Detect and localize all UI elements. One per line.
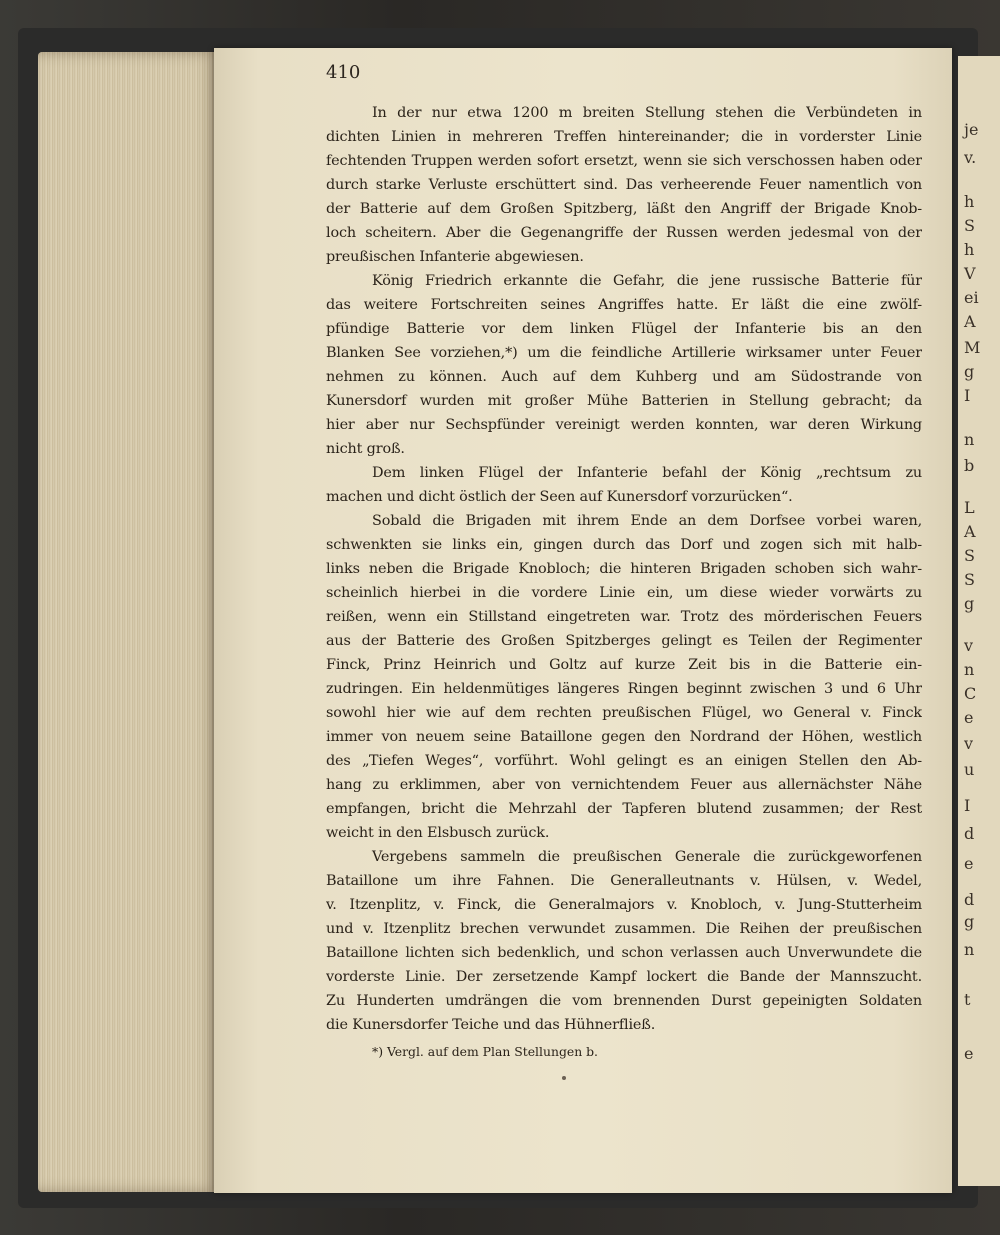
next-page-fragment: n <box>964 430 975 449</box>
text-line: Bataillone lichten sich bedenklich, und schon verlassen auch Unverwundete die <box>326 945 922 961</box>
next-page-fragment: I <box>964 386 971 405</box>
next-page-fragment: n <box>964 660 975 679</box>
text-line: machen und dicht östlich der Seen auf Kunersdorf vorzurücken“. <box>326 489 793 505</box>
text-line: dichten Linien in mehreren Treffen hintereinander; die in vorderster Linie <box>326 129 922 145</box>
text-line: des „Tiefen Weges“, vorführt. Wohl gelingt es an einigen Stellen den Ab- <box>326 753 922 769</box>
next-page-fragment: g <box>964 594 975 613</box>
text-line: Finck, Prinz Heinrich und Goltz auf kurze Zeit bis in die Batterie ein- <box>326 657 922 673</box>
text-line: hier aber nur Sechspfünder vereinigt werden konnten, war deren Wirkung <box>326 417 922 433</box>
text-line: sowohl hier wie auf dem rechten preußischen Flügel, wo General v. Finck <box>326 705 922 721</box>
next-page-fragment: M <box>964 338 981 357</box>
next-page-fragment: g <box>964 912 975 931</box>
next-page-fragment: v <box>964 734 974 753</box>
page-number: 410 <box>326 62 361 83</box>
next-page-fragment: L <box>964 498 975 517</box>
next-page-fragment: S <box>964 546 975 565</box>
ink-speck <box>562 1076 566 1080</box>
next-page-fragment: g <box>964 362 975 381</box>
next-page-fragment: e <box>964 1044 974 1063</box>
next-page-fragment: A <box>964 522 976 541</box>
next-page-fragment: n <box>964 940 975 959</box>
next-page-fragment: v. <box>964 148 977 167</box>
text-line: vorderste Linie. Der zersetzende Kampf lockert die Bande der Mannszucht. <box>326 969 922 985</box>
next-page-fragment: h <box>964 240 975 259</box>
text-line: Dem linken Flügel der Infanterie befahl der König „rechtsum zu <box>372 465 922 481</box>
next-page-fragment: d <box>964 824 975 843</box>
next-page-fragment: je <box>964 120 979 139</box>
text-line: der Batterie auf dem Großen Spitzberg, läßt den Angriff der Brigade Knob- <box>326 201 922 217</box>
text-line: In der nur etwa 1200 m breiten Stellung stehen die Verbündeten in <box>372 105 922 121</box>
text-line: Vergebens sammeln die preußischen Generale die zurückgeworfenen <box>372 849 922 865</box>
text-line: aus der Batterie des Großen Spitzberges gelingt es Teilen der Regimenter <box>326 633 922 649</box>
page-edges <box>38 52 218 1192</box>
body-text <box>326 101 922 1037</box>
next-page-fragment: I <box>964 796 971 815</box>
text-line: Kunersdorf wurden mit großer Mühe Batterien in Stellung gebracht; da <box>326 393 922 409</box>
next-page-fragment: V <box>964 264 976 283</box>
next-page-fragment: t <box>964 990 971 1009</box>
text-line: reißen, wenn ein Stillstand eingetreten war. Trotz des mörderischen Feuers <box>326 609 922 625</box>
text-line: Sobald die Brigaden mit ihrem Ende an dem Dorfsee vorbei waren, <box>372 513 922 529</box>
text-line: Zu Hunderten umdrängen die vom brennenden Durst gepeinigten Soldaten <box>326 993 922 1009</box>
next-page-fragment: S <box>964 570 975 589</box>
text-line: durch starke Verluste erschüttert sind. Das verheerende Feuer namentlich von <box>326 177 922 193</box>
next-page-fragment: h <box>964 192 975 211</box>
text-line: links neben die Brigade Knobloch; die hinteren Brigaden schoben sich wahr- <box>326 561 922 577</box>
text-line: v. Itzenplitz, v. Finck, die Generalmajors v. Knobloch, v. Jung-Stutterheim <box>326 897 922 913</box>
next-page-fragment: u <box>964 760 975 779</box>
text-line: Bataillone um ihre Fahnen. Die Generalleutnants v. Hülsen, v. Wedel, <box>326 873 922 889</box>
next-page-fragment: ei <box>964 288 979 307</box>
text-line: und v. Itzenplitz brechen verwundet zusammen. Die Reihen der preußischen <box>326 921 922 937</box>
next-page-fragment: d <box>964 890 975 909</box>
text-line: preußischen Infanterie abgewiesen. <box>326 249 584 265</box>
text-line: schwenkten sie links ein, gingen durch das Dorf und zogen sich mit halb- <box>326 537 922 553</box>
next-page-edge <box>958 56 1000 1186</box>
next-page-fragment: S <box>964 216 975 235</box>
text-line: weicht in den Elsbusch zurück. <box>326 825 550 841</box>
text-line: scheinlich hierbei in die vordere Linie ein, um diese wieder vorwärts zu <box>326 585 922 601</box>
next-page-fragment: v <box>964 636 974 655</box>
text-line: immer von neuem seine Bataillone gegen den Nordrand der Höhen, westlich <box>326 729 922 745</box>
text-line: fechtenden Truppen werden sofort ersetzt, wenn sie sich verschossen haben oder <box>326 153 922 169</box>
text-line: das weitere Fortschreiten seines Angriffes hatte. Er läßt die eine zwölf- <box>326 297 922 313</box>
text-line: Blanken See vorziehen,*) um die feindliche Artillerie wirksamer unter Feuer <box>326 345 922 361</box>
text-line: loch scheitern. Aber die Gegenangriffe der Russen werden jedesmal von der <box>326 225 922 241</box>
text-line: empfangen, bricht die Mehrzahl der Tapferen blutend zusammen; der Rest <box>326 801 922 817</box>
text-line: hang zu erklimmen, aber von vernichtendem Feuer aus allernächster Nähe <box>326 777 922 793</box>
text-line: zudringen. Ein heldenmütiges längeres Ringen beginnt zwischen 3 und 6 Uhr <box>326 681 922 697</box>
next-page-fragment: b <box>964 456 975 475</box>
text-line: pfündige Batterie vor dem linken Flügel der Infanterie bis an den <box>326 321 922 337</box>
next-page-fragment: e <box>964 708 974 727</box>
text-line: nicht groß. <box>326 441 405 457</box>
next-page-fragment: e <box>964 854 974 873</box>
next-page-fragment: A <box>964 312 976 331</box>
footnote: *) Vergl. auf dem Plan Stellungen b. <box>372 1044 598 1059</box>
next-page-fragment: C <box>964 684 977 703</box>
text-line: König Friedrich erkannte die Gefahr, die jene russische Batterie für <box>372 273 922 289</box>
text-line: die Kunersdorfer Teiche und das Hühnerfließ. <box>326 1017 656 1033</box>
text-line: nehmen zu können. Auch auf dem Kuhberg und am Südostrande von <box>326 369 922 385</box>
